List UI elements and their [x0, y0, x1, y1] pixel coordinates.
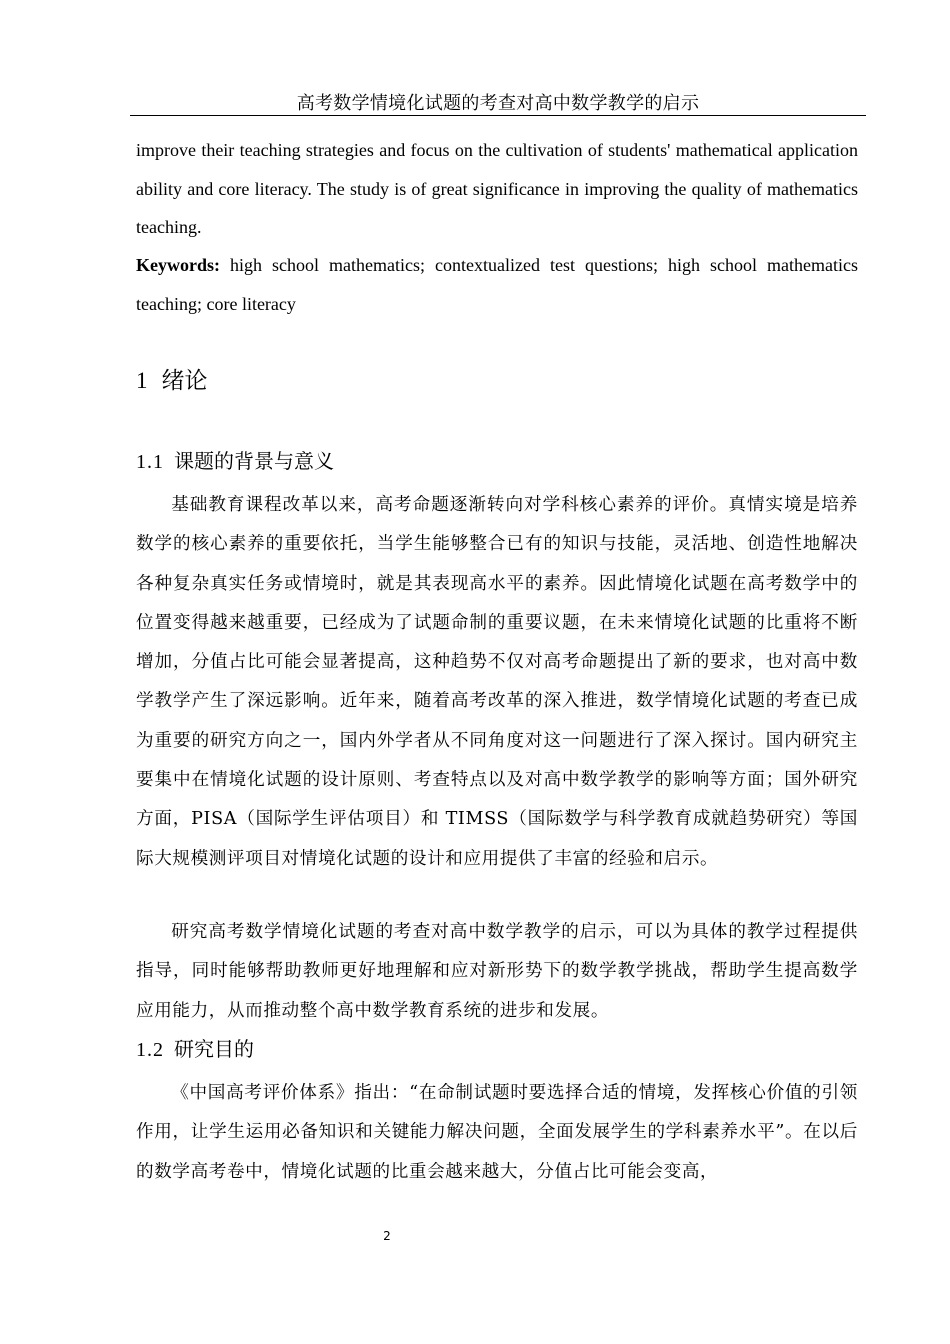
- background-paragraph-2: [136, 913, 858, 1031]
- paragraph-text: 基础教育课程改革以来，高考命题逐渐转向对学科核心素养的评价。真情实境是培养数学的核心素养的重要依托，当学生能够整合已有的知识与技能，灵活地、创造性地解决各种复杂真实任务或情境时，就是其表现高水平的素养。因此情境化试题在高考数学中的位置变得越来越重要，已经成为了试题命制的重要议题，在未来情境化试题的比重将不断增加，分值占比可能会显著提高，这种趋势不仅对高考命题提出了新的要求，也对高中数学教学产生了深远影响。近年来，随着高考改革的深入推进，数学情境化试题的考查已成为重要的研究方向之一，国内外学者从不同角度对这一问题进行了深入探讨。国内研究主要集中在情境化试题的设计原则、考查特点以及对高中数学教学的影响等方面；国外研究方面，PISA（国际学生评估项目）和 TIMSS（国际数学与科学教育成就趋势研究）等国际大规模测评项目对情境化试题的设计和应用提供了丰富的经验和启示。: [136, 495, 858, 869]
- subsection-title: 课题的背景与意义: [174, 449, 334, 473]
- subsection-heading-1-1: [136, 446, 334, 477]
- keywords-line: [136, 246, 858, 323]
- subsection-number: 1.1: [136, 451, 164, 473]
- subsection-heading-1-2: [136, 1034, 254, 1065]
- abstract-continuation: improve their teaching strategies and focus on the cultivation of students' mathematical application ability and core literacy. The study is of great significance in improving the quality of mathematics teaching.: [136, 140, 858, 238]
- purpose-paragraph-1: [136, 1074, 858, 1192]
- paragraph-text: 《中国高考评价体系》指出：“在命制试题时要选择合适的情境，发挥核心价值的引领作用，让学生运用必备知识和关键能力解决问题，全面发展学生的学科素养水平”。在以后的数学高考卷中，情境化试题的比重会越来越大，分值占比可能会变高，: [136, 1083, 858, 1182]
- keywords-text: high school mathematics; contextualized test questions; high school mathematics teaching; core literacy: [136, 255, 858, 314]
- page-number: 2: [383, 1229, 391, 1243]
- paragraph-text: 研究高考数学情境化试题的考查对高中数学教学的启示，可以为具体的教学过程提供指导，同时能够帮助教师更好地理解和应对新形势下的数学教学挑战，帮助学生提高数学应用能力，从而推动整个高中数学教育系统的进步和发展。: [136, 922, 858, 1021]
- header-rule: [130, 115, 866, 116]
- subsection-title: 研究目的: [174, 1037, 254, 1061]
- section-number: 1: [136, 368, 148, 393]
- subsection-number: 1.2: [136, 1039, 164, 1061]
- running-header: 高考数学情境化试题的考查对高中数学教学的启示: [296, 93, 700, 113]
- keywords-label: Keywords:: [136, 255, 220, 275]
- section-title: 绪论: [161, 368, 208, 394]
- section-heading-1: [136, 364, 208, 398]
- background-paragraph-1: [136, 486, 858, 879]
